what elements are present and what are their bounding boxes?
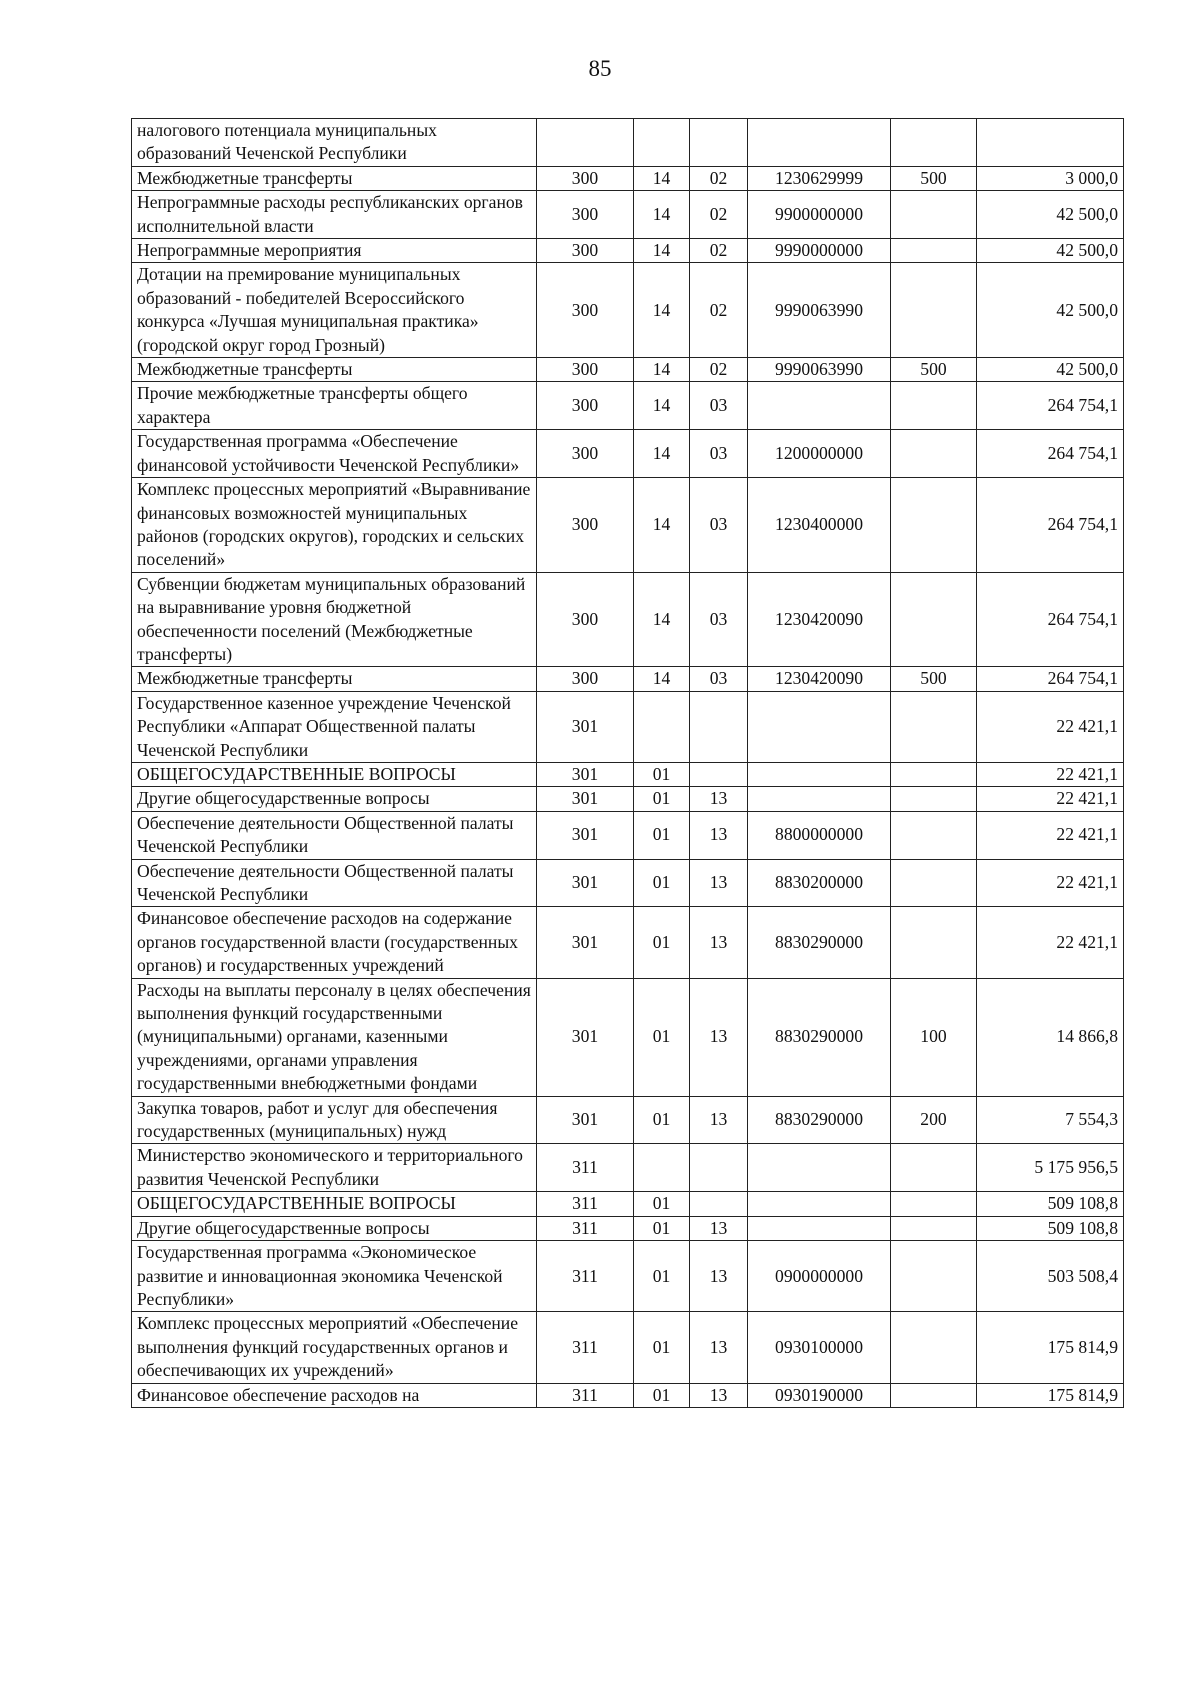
row-subsection-cell: 13 [690,859,748,907]
row-target-item-cell: 1230629999 [748,166,891,190]
row-section-cell: 14 [634,430,690,478]
row-expense-type-cell [891,811,977,859]
table-row [132,430,1124,478]
page-number: 85 [588,56,612,81]
row-subsection-cell: 13 [690,978,748,1096]
row-amount-cell: 42 500,0 [977,191,1124,239]
row-ministry-code-cell: 301 [537,1096,634,1144]
table-row [132,667,1124,691]
row-amount-cell: 22 421,1 [977,859,1124,907]
table-row [132,191,1124,239]
row-ministry-code-cell: 300 [537,430,634,478]
row-name-cell: Комплекс процессных мероприятий «Обеспечение выполнения функций государственных органов и обеспечивающих их учреждений» [132,1312,537,1383]
table-row [132,478,1124,573]
row-target-item-cell: 8830290000 [748,907,891,978]
row-ministry-code-cell: 311 [537,1312,634,1383]
row-target-item-cell [748,119,891,167]
row-subsection-cell: 03 [690,430,748,478]
row-section-cell: 14 [634,667,690,691]
table-row [132,762,1124,786]
table-row [132,1383,1124,1407]
row-section-cell: 01 [634,1241,690,1312]
row-name-cell: Закупка товаров, работ и услуг для обеспечения государственных (муниципальных) нужд [132,1096,537,1144]
row-expense-type-cell [891,762,977,786]
row-section-cell: 14 [634,166,690,190]
row-section-cell: 14 [634,239,690,263]
row-target-item-cell: 1230420090 [748,667,891,691]
row-ministry-code-cell: 301 [537,811,634,859]
row-section-cell: 01 [634,1312,690,1383]
row-subsection-cell: 03 [690,478,748,573]
row-expense-type-cell [891,239,977,263]
table-row [132,1312,1124,1383]
table-row [132,572,1124,667]
row-subsection-cell: 02 [690,191,748,239]
row-name-cell: Межбюджетные трансферты [132,358,537,382]
row-target-item-cell [748,1216,891,1240]
table-row [132,263,1124,358]
row-name-cell: Расходы на выплаты персоналу в целях обеспечения выполнения функций государственными (муниципальными) органами, казенными учреждениями, органами управления государственными внебюджетными фондами [132,978,537,1096]
row-expense-type-cell [891,691,977,762]
row-ministry-code-cell: 301 [537,907,634,978]
row-target-item-cell [748,762,891,786]
table-row [132,907,1124,978]
row-ministry-code-cell: 300 [537,239,634,263]
row-name-cell: Обеспечение деятельности Общественной палаты Чеченской Республики [132,859,537,907]
row-section-cell: 01 [634,811,690,859]
row-expense-type-cell [891,1216,977,1240]
table-row [132,811,1124,859]
row-section-cell: 01 [634,1383,690,1407]
row-expense-type-cell: 500 [891,166,977,190]
table-row [132,1216,1124,1240]
row-subsection-cell: 03 [690,382,748,430]
row-amount-cell: 7 554,3 [977,1096,1124,1144]
row-amount-cell: 22 421,1 [977,907,1124,978]
row-ministry-code-cell: 311 [537,1144,634,1192]
row-target-item-cell [748,1192,891,1216]
table-row [132,119,1124,167]
row-section-cell: 01 [634,1216,690,1240]
row-section-cell: 01 [634,787,690,811]
row-ministry-code-cell: 300 [537,667,634,691]
row-subsection-cell: 13 [690,1241,748,1312]
row-amount-cell: 264 754,1 [977,382,1124,430]
row-ministry-code-cell: 300 [537,478,634,573]
row-ministry-code-cell: 301 [537,978,634,1096]
row-subsection-cell: 02 [690,166,748,190]
row-subsection-cell: 13 [690,1383,748,1407]
budget-table [131,118,1124,1408]
row-target-item-cell: 1230400000 [748,478,891,573]
row-amount-cell [977,119,1124,167]
row-ministry-code-cell: 301 [537,691,634,762]
table-row [132,239,1124,263]
row-amount-cell: 264 754,1 [977,478,1124,573]
row-subsection-cell: 13 [690,1096,748,1144]
row-amount-cell: 175 814,9 [977,1383,1124,1407]
row-section-cell: 01 [634,1192,690,1216]
row-target-item-cell [748,691,891,762]
row-amount-cell: 175 814,9 [977,1312,1124,1383]
row-section-cell: 01 [634,762,690,786]
row-ministry-code-cell: 300 [537,358,634,382]
row-name-cell: Непрограммные мероприятия [132,239,537,263]
row-subsection-cell: 13 [690,811,748,859]
row-expense-type-cell [891,191,977,239]
row-ministry-code-cell: 300 [537,191,634,239]
row-name-cell: Государственная программа «Обеспечение финансовой устойчивости Чеченской Республики» [132,430,537,478]
row-ministry-code-cell: 311 [537,1192,634,1216]
row-subsection-cell: 13 [690,1312,748,1383]
row-target-item-cell: 1200000000 [748,430,891,478]
row-section-cell: 14 [634,478,690,573]
table-row [132,787,1124,811]
row-amount-cell: 5 175 956,5 [977,1144,1124,1192]
row-amount-cell: 264 754,1 [977,430,1124,478]
table-row [132,166,1124,190]
row-ministry-code-cell: 311 [537,1216,634,1240]
row-expense-type-cell [891,787,977,811]
row-subsection-cell [690,1192,748,1216]
row-expense-type-cell [891,1192,977,1216]
row-target-item-cell [748,382,891,430]
row-subsection-cell: 03 [690,667,748,691]
row-section-cell: 01 [634,859,690,907]
row-target-item-cell: 1230420090 [748,572,891,667]
row-expense-type-cell [891,263,977,358]
row-ministry-code-cell: 301 [537,859,634,907]
row-target-item-cell: 8830290000 [748,1096,891,1144]
row-expense-type-cell: 100 [891,978,977,1096]
row-amount-cell: 22 421,1 [977,762,1124,786]
row-expense-type-cell [891,1383,977,1407]
row-amount-cell: 22 421,1 [977,811,1124,859]
row-name-cell: Субвенции бюджетам муниципальных образований на выравнивание уровня бюджетной обеспеченности поселений (Межбюджетные трансферты) [132,572,537,667]
row-expense-type-cell [891,1144,977,1192]
row-expense-type-cell: 500 [891,667,977,691]
row-target-item-cell: 8830290000 [748,978,891,1096]
table-row [132,358,1124,382]
row-name-cell: Министерство экономического и территориального развития Чеченской Республики [132,1144,537,1192]
row-expense-type-cell: 200 [891,1096,977,1144]
row-expense-type-cell [891,478,977,573]
row-target-item-cell: 0930100000 [748,1312,891,1383]
row-name-cell: Государственное казенное учреждение Чеченской Республики «Аппарат Общественной палаты Чеченской Республики [132,691,537,762]
table-row [132,1241,1124,1312]
row-target-item-cell: 9990063990 [748,263,891,358]
row-amount-cell: 264 754,1 [977,667,1124,691]
row-ministry-code-cell [537,119,634,167]
row-section-cell: 01 [634,907,690,978]
row-expense-type-cell [891,1312,977,1383]
table-row [132,859,1124,907]
row-amount-cell: 42 500,0 [977,358,1124,382]
row-target-item-cell: 9990063990 [748,358,891,382]
table-row [132,1192,1124,1216]
row-subsection-cell [690,119,748,167]
row-amount-cell: 503 508,4 [977,1241,1124,1312]
row-amount-cell: 509 108,8 [977,1216,1124,1240]
row-expense-type-cell [891,907,977,978]
row-section-cell [634,691,690,762]
row-expense-type-cell [891,572,977,667]
row-expense-type-cell [891,119,977,167]
row-name-cell: Другие общегосударственные вопросы [132,1216,537,1240]
row-amount-cell: 22 421,1 [977,691,1124,762]
row-ministry-code-cell: 300 [537,572,634,667]
row-section-cell: 14 [634,382,690,430]
row-section-cell: 01 [634,978,690,1096]
row-target-item-cell: 8830200000 [748,859,891,907]
row-section-cell: 14 [634,191,690,239]
row-subsection-cell [690,762,748,786]
row-subsection-cell: 13 [690,1216,748,1240]
row-amount-cell: 42 500,0 [977,263,1124,358]
row-subsection-cell: 13 [690,787,748,811]
row-amount-cell: 14 866,8 [977,978,1124,1096]
row-target-item-cell: 0930190000 [748,1383,891,1407]
row-name-cell: Финансовое обеспечение расходов на содержание органов государственной власти (государственных органов) и государственных учреждений [132,907,537,978]
row-subsection-cell [690,691,748,762]
row-ministry-code-cell: 311 [537,1241,634,1312]
row-name-cell: Межбюджетные трансферты [132,667,537,691]
table-row [132,1096,1124,1144]
row-section-cell [634,119,690,167]
row-amount-cell: 42 500,0 [977,239,1124,263]
row-section-cell: 14 [634,263,690,358]
row-name-cell: Комплекс процессных мероприятий «Выравнивание финансовых возможностей муниципальных районов (городских округов), городских и сельских поселений» [132,478,537,573]
row-subsection-cell: 02 [690,358,748,382]
row-name-cell: Другие общегосударственные вопросы [132,787,537,811]
row-target-item-cell [748,1144,891,1192]
row-section-cell: 01 [634,1096,690,1144]
row-expense-type-cell [891,430,977,478]
row-target-item-cell: 9900000000 [748,191,891,239]
row-ministry-code-cell: 301 [537,762,634,786]
row-subsection-cell [690,1144,748,1192]
row-subsection-cell: 13 [690,907,748,978]
row-name-cell: Дотации на премирование муниципальных образований - победителей Всероссийского конкурса «Лучшая муниципальная практика» (городской округ город Грозный) [132,263,537,358]
table-row [132,978,1124,1096]
row-target-item-cell [748,787,891,811]
row-amount-cell: 3 000,0 [977,166,1124,190]
row-amount-cell: 264 754,1 [977,572,1124,667]
row-ministry-code-cell: 300 [537,263,634,358]
row-section-cell: 14 [634,358,690,382]
row-name-cell: Межбюджетные трансферты [132,166,537,190]
row-target-item-cell: 8800000000 [748,811,891,859]
row-name-cell: Непрограммные расходы республиканских органов исполнительной власти [132,191,537,239]
row-name-cell: ОБЩЕГОСУДАРСТВЕННЫЕ ВОПРОСЫ [132,762,537,786]
row-amount-cell: 22 421,1 [977,787,1124,811]
row-ministry-code-cell: 301 [537,787,634,811]
row-name-cell: Прочие межбюджетные трансферты общего характера [132,382,537,430]
row-name-cell: Обеспечение деятельности Общественной палаты Чеченской Республики [132,811,537,859]
table-row [132,382,1124,430]
row-target-item-cell: 0900000000 [748,1241,891,1312]
row-name-cell: Финансовое обеспечение расходов на [132,1383,537,1407]
row-subsection-cell: 03 [690,572,748,667]
row-ministry-code-cell: 311 [537,1383,634,1407]
table-row [132,1144,1124,1192]
row-name-cell: налогового потенциала муниципальных образований Чеченской Республики [132,119,537,167]
row-subsection-cell: 02 [690,263,748,358]
row-target-item-cell: 9990000000 [748,239,891,263]
row-name-cell: Государственная программа «Экономическое развитие и инновационная экономика Чеченской Республики» [132,1241,537,1312]
row-expense-type-cell [891,859,977,907]
table-row [132,691,1124,762]
row-expense-type-cell [891,382,977,430]
row-ministry-code-cell: 300 [537,382,634,430]
row-expense-type-cell [891,1241,977,1312]
row-section-cell: 14 [634,572,690,667]
row-subsection-cell: 02 [690,239,748,263]
row-name-cell: ОБЩЕГОСУДАРСТВЕННЫЕ ВОПРОСЫ [132,1192,537,1216]
row-amount-cell: 509 108,8 [977,1192,1124,1216]
budget-table-body [132,119,1124,1408]
row-section-cell [634,1144,690,1192]
row-ministry-code-cell: 300 [537,166,634,190]
row-expense-type-cell: 500 [891,358,977,382]
